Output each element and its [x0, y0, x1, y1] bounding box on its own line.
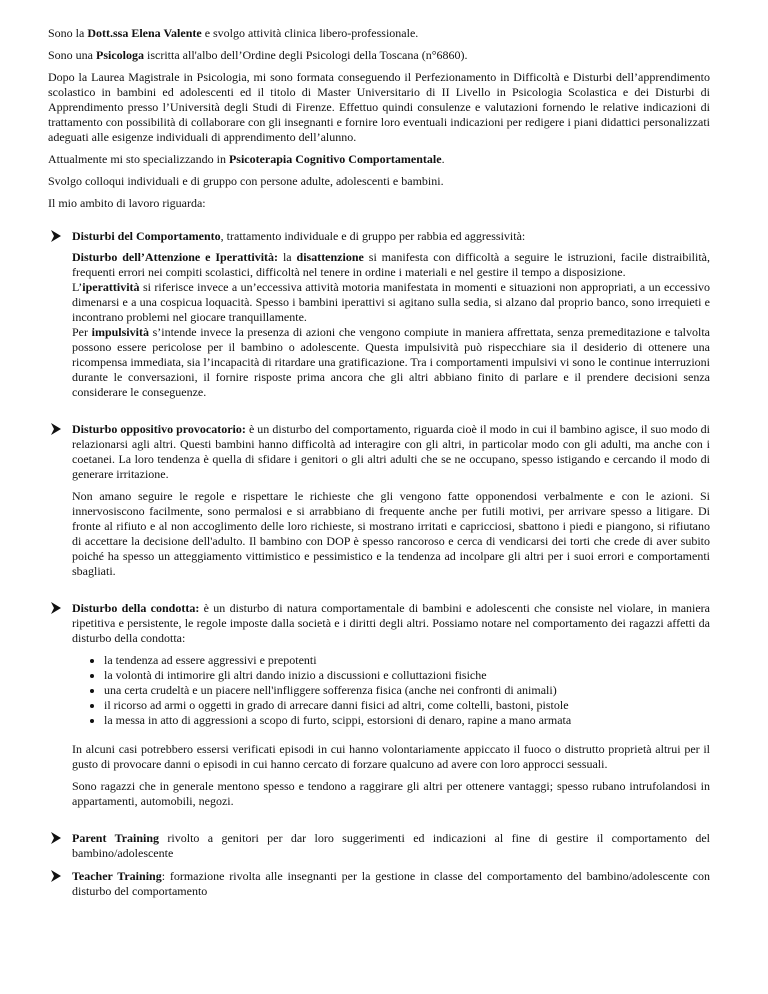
section-2-paragraph-2: Non amano seguire le regole e rispettare le richieste che gli vengono fatte opponendosi verbalmente e con le azioni. Si innervosiscono facilmente, sono permalosi e si arrabbiano di frequente anche per futili motivi, per arrivare spesso a litigare. Di fronte al rifiuto e al non accoglimento delle loro richieste, si mostrano irritati e capricciosi, sbattono i piedi e piangono, si rifiutano di accettare la decisione dell'adulto. Il bambino con DOP è spesso rancoroso e cerca di vendicarsi dei torti che crede di aver subito poiché ha spesso un atteggiamento vittimistico e pessimistico e la tendenza ad incolpare gli altri per i suoi errori e comportamenti sbagliati.	[72, 489, 710, 578]
arrow-bullet-icon	[50, 422, 62, 436]
parent-training-paragraph: Parent Training rivolto a genitori per dar loro suggerimenti ed indicazioni al fine di gestire il comportamento del bambino/adolescente	[72, 831, 710, 860]
list-item: • una certa crudeltà e un piacere nell'infliggere sofferenza fisica (anche nei confronti di animali)	[104, 683, 710, 698]
list-item: • la volontà di intimorire gli altri dando inizio a discussioni e colluttazioni fisiche	[104, 668, 710, 683]
intro-paragraph-5: Svolgo colloqui individuali e di gruppo con persone adulte, adolescenti e bambini.	[48, 174, 444, 188]
section-parent-training	[48, 831, 710, 861]
intro-paragraph-2: Sono una Psicologa iscritta all'albo dell’Ordine degli Psicologi della Toscana (n°6860).	[48, 48, 468, 62]
impulsivity-paragraph: Per impulsività s’intende invece la presenza di azioni che vengono compiute in maniera affrettata, senza premeditazione e talvolta possono essere pericolose per il bambino o adolescente. Questa impulsività può rispecchiare sia il desiderio di ottenere una ricompensa immediata, sia l’incapacità di ritardare una gratificazione. Tra i comportamenti impulsivi vi sono le continue interruzioni durante le conversazioni, il fornire risposte prima ancora che gli altri abbiano finito di parlare e il prendere decisioni senza considerare le conseguenze.	[72, 325, 711, 399]
arrow-bullet-icon	[50, 229, 62, 243]
section-3-paragraph-3: Sono ragazzi che in generale mentono spesso e tendono a raggirare gli altri per ottenere vantaggi; spesso rubano intrufolandosi in appartamenti, automobili, negozi.	[72, 779, 710, 808]
specialization: Psicoterapia Cognitivo Comportamentale	[228, 152, 442, 166]
intro-paragraph-4: Attualmente mi sto specializzando in Psicoterapia Cognitivo Comportamentale.	[48, 152, 445, 166]
hyperactivity-paragraph: L’iperattività si riferisce invece a un’eccessiva attività motoria manifestata in momenti e situazioni non appropriati, a un eccessivo dimenarsi e a una cospicua loquacità. Spesso i bambini iperattivi si agitano sulla sedia, si alzano dal proprio banco, sono irrequieti e incontrano problemi nel giocare tranquillamente.	[72, 280, 710, 324]
section-2-paragraph-1: Disturbo oppositivo provocatorio: è un disturbo del comportamento, riguarda cioè il modo in cui il bambino agisce, il suo modo di relazionarsi agli altri. Questi bambini hanno difficoltà ad interagire con gli altri, in particolar modo con gli adulti, ma anche con i coetanei. La loro tendenza è quella di sfidare i genitori o gli altri adulti che se ne occupano, spesso istigando e cercando il modo di generare irritazione.	[72, 422, 710, 481]
section-3-paragraph-2: In alcuni casi potrebbero essersi verificati episodi in cui hanno volontariamente appiccato il fuoco o distrutto proprietà altrui per il gusto di provocare danni o episodi in cui hanno cercato di forzare qualcuno ad avere con loro approcci sessuali.	[72, 742, 710, 771]
arrow-bullet-icon	[50, 831, 62, 845]
list-item: • il ricorso ad armi o oggetti in grado di arrecare danni fisici ad altri, come coltelli, bastoni, pistole	[104, 698, 710, 713]
profession: Psicologa	[96, 48, 144, 62]
conduct-list	[72, 653, 710, 728]
section-behavior-disorders	[48, 229, 710, 400]
adhd-paragraph: Disturbo dell’Attenzione e Iperattività: la disattenzione si manifesta con difficoltà a seguire le istruzioni, facile distraibilità, frequenti errori nei compiti scolastici, difficoltà nel tenere in ordine i materiali e nel gestire il tempo a disposizione.	[72, 250, 710, 279]
teacher-training-paragraph: Teacher Training: formazione rivolta alle insegnanti per la gestione in classe del comportamento del bambino/adolescente con disturbo del comportamento	[72, 869, 710, 898]
section-conduct-disorder	[48, 601, 710, 809]
intro-paragraph-1: Sono la Dott.ssa Elena Valente e svolgo attività clinica libero-professionale.	[48, 26, 419, 40]
list-item: • la messa in atto di aggressioni a scopo di furto, scippi, estorsioni di denaro, rapine a mano armata	[104, 713, 710, 728]
section-oppositional-disorder	[48, 422, 710, 579]
doctor-name: Dott.ssa Elena Valente	[87, 26, 202, 40]
arrow-bullet-icon	[50, 869, 62, 883]
intro-paragraph-3: Dopo la Laurea Magistrale in Psicologia, mi sono formata conseguendo il Perfezionamento in Difficoltà e Disturbi dell’apprendimento scolastico in bambini ed adolescenti ed il titolo di Master Universitario di II Livello in Psicologia Scolastica e dei Disturbi di Apprendimento presso l’Università degli Studi di Firenze. Effettuo quindi consulenze e valutazioni fornendo le relative indicazioni di trattamento con possibilità di collaborare con gli insegnanti e fornire loro eventuali indicazioni per redigere i piani didattici personalizzati adeguati alle esigenze individuali di apprendimento dell’alunno.	[48, 70, 710, 144]
section-1-heading: Disturbi del Comportamento, trattamento individuale e di gruppo per rabbia ed aggressività:	[72, 229, 526, 243]
section-3-paragraph-1: Disturbo della condotta: è un disturbo di natura comportamentale di bambini e adolescenti che consiste nel violare, in maniera ripetitiva e persistente, le regole imposte dalla società e i diritti degli altri. Possiamo notare nel comportamento dei ragazzi affetti da disturbo della condotta:	[72, 601, 710, 645]
section-teacher-training	[48, 869, 710, 899]
arrow-bullet-icon	[50, 601, 62, 615]
list-item: • la tendenza ad essere aggressivi e prepotenti	[104, 653, 710, 668]
intro-paragraph-6: Il mio ambito di lavoro riguarda:	[48, 196, 206, 210]
